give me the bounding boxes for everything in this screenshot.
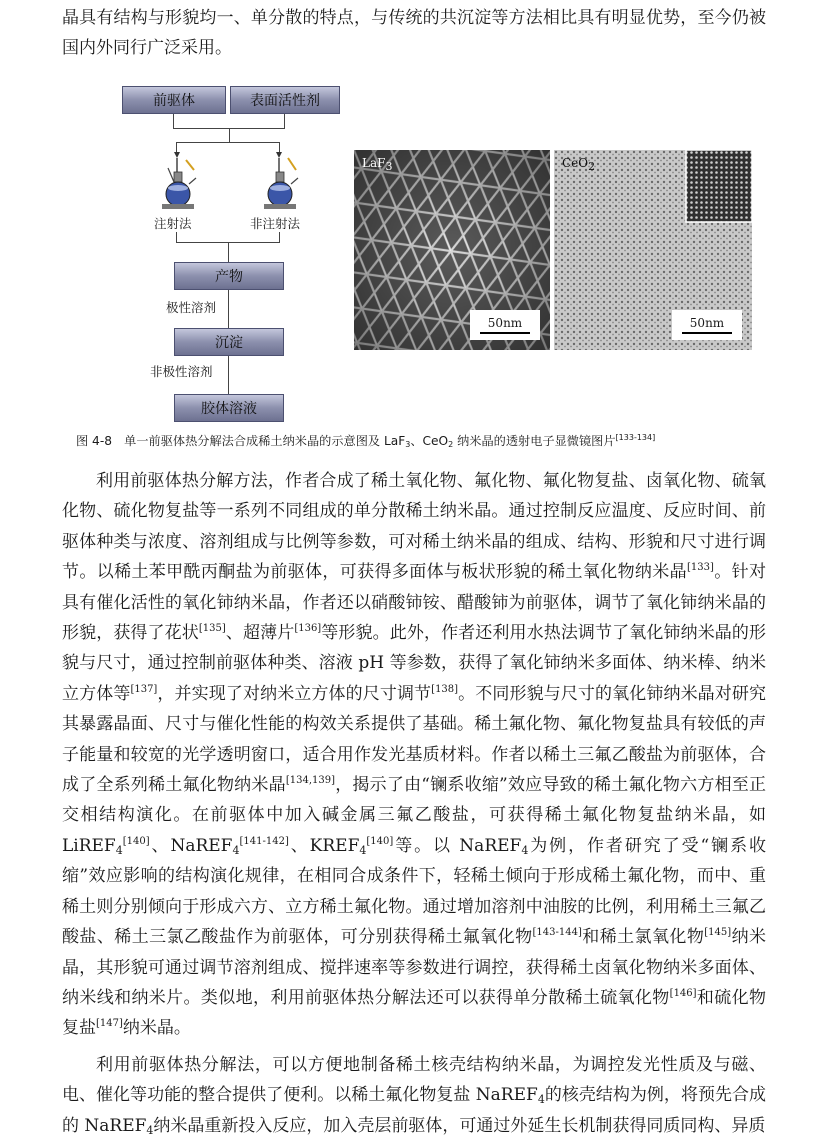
connector-line	[284, 114, 285, 128]
citation: [137]	[130, 683, 158, 695]
scale-bar-box	[470, 310, 540, 340]
flask-apparatus-icon	[156, 152, 202, 210]
body-paragraph: 利用前驱体热分解方法，作者合成了稀土氧化物、氟化物、氟化物复盐、卤氧化物、硫氧化物、硫化物复盐等一系列不同组成的单分散稀土纳米晶。通过控制反应温度、反应时间、前驱体种类与浓度、溶剂组成与比例等参数，可对稀土纳米晶的组成、结构、形貌和尺寸进行调节。以稀土苯甲酰丙酮盐为前驱体，可获得多面体与板状形貌的稀土氧化物纳米晶[133]。针对具有催化活性的氧化铈纳米晶，作者还以硝酸铈铵、醋酸铈为前驱体，调节了氧化铈纳米晶的形貌，获得了花状[135]、超薄片[136]等形貌。此外，作者还利用水热法调节了氧化铈纳米晶的形貌与尺寸，通过控制前驱体种类、溶液 pH 等参数，获得了氧化铈纳米多面体、纳米棒、纳米立方体等[137]，并实现了对纳米立方体的尺寸调节[138]。不同形貌与尺寸的氧化铈纳米晶对研究其暴露晶面、尺寸与催化性能的构效关系提供了基础。稀土氟化物、氟化物复盐具有较低的声子能量和较宽的光学透明窗口，适合用作发光基质材料。作者以稀土三氟乙酸盐为前驱体，合成了全系列稀土氟化物纳米晶[134,139]，揭示了由“镧系收缩”效应导致的稀土氟化物六方相至正交相结构演化。在前驱体中加入碱金属三氟乙酸盐，可获得稀土氟化物复盐纳米晶，如 LiREF$_4$[140]、NaREF$_4$[141-142]、$KREF_4[140]$等。以 NaREF$_4$为例，作者研究了受“镧系收缩”效应影响的结构演化规律，在相同合成条件下，轻稀土倾向于形成稀土氟化物，而中、重稀土则分别倾向于形成六方、立方稀土氟化物。通过增加溶剂中油胺的比例，利用稀土三氟乙酸盐、稀土三氯乙酸盐作为前驱体，可分别获得稀土氟氧化物[143-144]和稀土氯氧化物[145]纳米晶，其形貌可通过调节溶剂组成、搅拌速率等参数进行调控，获得稀土卤氧化物纳米多面体、纳米线和纳米片。类似地，利用前驱体热分解法还可以获得单分散稀土硫氧化物[146]和硫化物复盐[147]纳米晶。	[62, 471, 767, 1039]
connector-line	[279, 232, 280, 242]
scale-bar-box	[672, 310, 742, 340]
citation: [140]	[366, 835, 394, 847]
scale-label: 50nm	[689, 316, 725, 330]
tem-label-ceo2: CeO	[562, 156, 589, 170]
polar-solvent-label: 极性溶剂	[166, 300, 217, 315]
injection-label: 注射法	[154, 216, 192, 231]
figure-caption: 图 4-8 单一前驱体热分解法合成稀土纳米晶的示意图及 LaF3、CeO2 纳米晶的透射电子显微镜图片[133-134]	[76, 433, 656, 449]
non-injection-label: 非注射法	[250, 216, 301, 231]
connector-line	[228, 242, 229, 262]
citation: [138]	[431, 683, 459, 695]
connector-line	[173, 114, 174, 128]
connector-line	[176, 142, 280, 143]
connector-line	[176, 232, 177, 242]
tem-image-laf3: LaF3 50nm	[354, 150, 550, 350]
tem-image-ceo2: CeO2 50nm	[554, 150, 752, 350]
scale-label: 50nm	[487, 316, 523, 330]
citation: [140]	[122, 835, 150, 847]
flask-apparatus-icon	[260, 152, 306, 210]
connector-line	[229, 128, 230, 142]
product-box: 产物	[174, 262, 284, 290]
synthesis-flow-diagram	[118, 86, 340, 422]
citation: [134,139]	[285, 775, 335, 787]
scale-bar	[682, 332, 732, 334]
citation: [136]	[294, 623, 322, 635]
surfactant-box: 表面活性剂	[230, 86, 340, 114]
nonpolar-solvent-label: 非极性溶剂	[150, 364, 213, 379]
top-paragraph: 晶具有结构与形貌均一、单分散的特点，与传统的共沉淀等方法相比具有明显优势，至今仍被国内外同行广泛采用。	[62, 8, 766, 59]
colloid-solution-box: 胶体溶液	[174, 394, 284, 422]
connector-line	[228, 356, 229, 394]
body-paragraph: 利用前驱体热分解法，可以方便地制备稀土核壳结构纳米晶，为调控发光性质及与磁、电、催化等功能的整合提供了便利。以稀土氟化物复盐 NaREF$_4$的核壳结构为例，将预先合成的 NaREF$_4$纳米晶重新投入反应，加入壳层前驱体，可通过外延生长机制获得同质同构、异质	[62, 1055, 767, 1137]
citation: [146]	[669, 987, 697, 999]
connector-line	[228, 290, 229, 328]
citation: [141-142]	[239, 835, 289, 847]
scale-bar	[480, 332, 530, 334]
precursor-box: 前驱体	[122, 86, 226, 114]
citation: [135]	[198, 623, 226, 635]
citation: [147]	[96, 1018, 123, 1030]
precipitate-box: 沉淀	[174, 328, 284, 356]
tem-label-laf3: LaF	[362, 156, 386, 170]
citation: [143-144]	[532, 927, 582, 939]
citation: [145]	[704, 927, 732, 939]
citation: [133]	[687, 562, 714, 574]
